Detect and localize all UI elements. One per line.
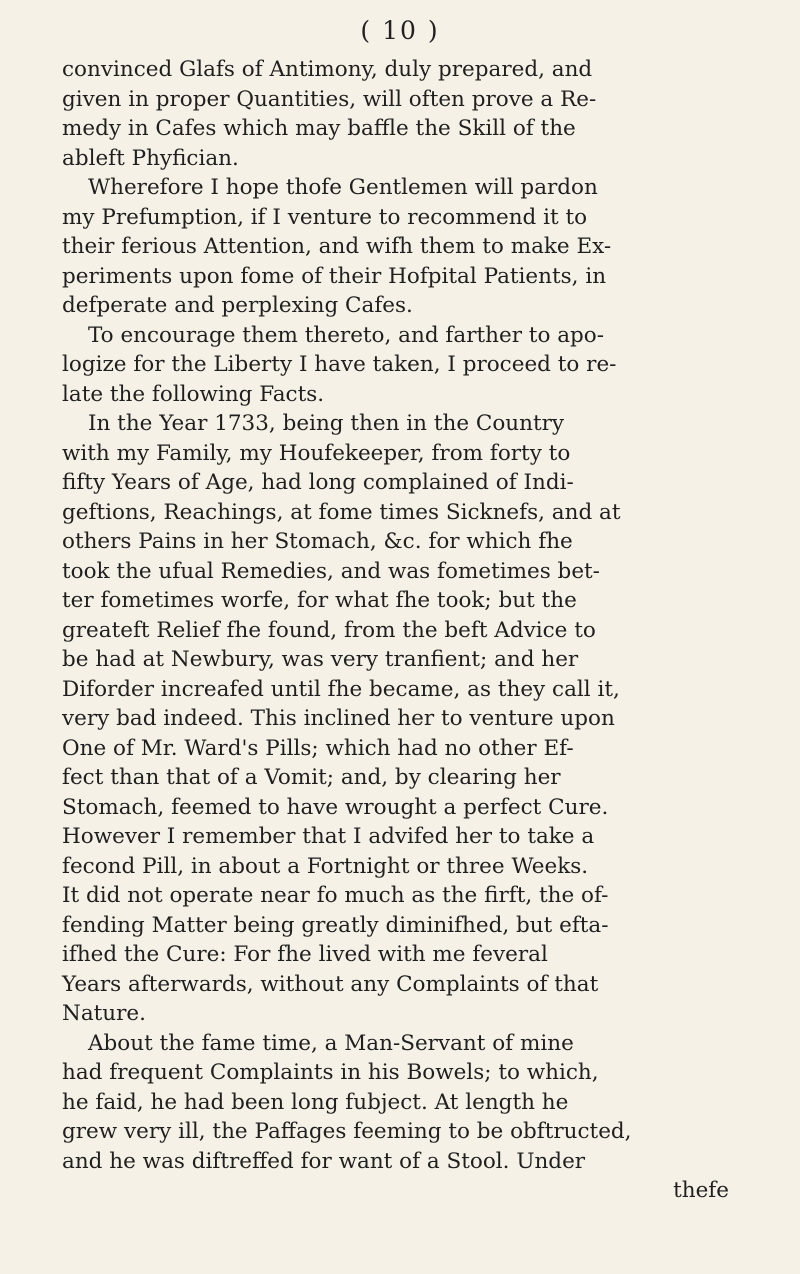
text-line: fending Matter being greatly diminifhed, but efta- bbox=[62, 912, 609, 938]
text-line: About the fame time, a Man-Servant of mine bbox=[88, 1030, 574, 1056]
text-line: late the following Facts. bbox=[62, 381, 325, 407]
text-line: my Prefumption, if I venture to recommend it to bbox=[62, 204, 588, 230]
text-line: It did not operate near fo much as the firft, the of- bbox=[62, 883, 609, 908]
text-line: ter fometimes worfe, for what fhe took; but the bbox=[62, 588, 577, 613]
text-line: grew very ill, the Paffages feeming to be obftructed, bbox=[62, 1119, 632, 1144]
catchword: thefe bbox=[673, 1178, 729, 1203]
text-line: ifhed the Cure: For fhe lived with me feveral bbox=[62, 942, 548, 967]
text-line: and he was diftreffed for want of a Stool. Under bbox=[62, 1148, 586, 1174]
text-line: However I remember that I advifed her to take a bbox=[62, 824, 595, 849]
text-line: defperate and perplexing Cafes. bbox=[62, 293, 413, 318]
text-line: very bad indeed. This inclined her to venture upon bbox=[62, 706, 615, 731]
text-line: periments upon fome of their Hofpital Patients, in bbox=[62, 263, 607, 289]
text-line: had frequent Complaints in his Bowels; to which, bbox=[62, 1060, 599, 1085]
text-line: Wherefore I hope thofe Gentlemen will pardon bbox=[88, 175, 598, 200]
text-line: Stomach, feemed to have wrought a perfect Cure. bbox=[62, 794, 609, 820]
text-line: greateft Relief fhe found, from the beft Advice to bbox=[62, 617, 596, 643]
text-line: fifty Years of Age, had long complained of Indi- bbox=[62, 470, 574, 495]
text-line: he faid, he had been long fubject. At length he bbox=[62, 1089, 569, 1115]
text-line: Diforder increafed until fhe became, as they call it, bbox=[62, 676, 620, 702]
text-line: took the ufual Remedies, and was fometimes bet- bbox=[62, 558, 600, 584]
text-line: with my Family, my Houfekeeper, from forty to bbox=[62, 440, 571, 466]
text-line: medy in Cafes which may baffle the Skill of the bbox=[62, 116, 576, 141]
text-line: fect than that of a Vomit; and, by clearing her bbox=[62, 765, 561, 790]
text-line: ableft Phyfician. bbox=[62, 145, 239, 171]
text-line: Nature. bbox=[62, 1001, 146, 1026]
text-line: One of Mr. Ward's Pills; which had no other Ef- bbox=[62, 735, 574, 761]
body-text bbox=[62, 55, 747, 1206]
page-number: ( 10 ) bbox=[360, 16, 440, 45]
text-line: their ferious Attention, and wifh them to make Ex- bbox=[62, 234, 612, 259]
text-line: others Pains in her Stomach, &c. for which fhe bbox=[62, 529, 573, 554]
text-line: fecond Pill, in about a Fortnight or three Weeks. bbox=[62, 853, 589, 879]
text-line: To encourage them thereto, and farther to apo- bbox=[88, 322, 605, 348]
text-line: In the Year 1733, being then in the Country bbox=[88, 411, 565, 436]
text-line: geftions, Reachings, at fome times Sicknefs, and at bbox=[62, 499, 621, 525]
text-line: logize for the Liberty I have taken, I proceed to re- bbox=[62, 352, 617, 377]
text-line: Years afterwards, without any Complaints of that bbox=[62, 971, 599, 997]
text-line: be had at Newbury, was very tranfient; and her bbox=[62, 647, 579, 672]
text-line: convinced Glafs of Antimony, duly prepared, and bbox=[62, 57, 593, 82]
text-line: given in proper Quantities, will often prove a Re- bbox=[62, 86, 597, 112]
